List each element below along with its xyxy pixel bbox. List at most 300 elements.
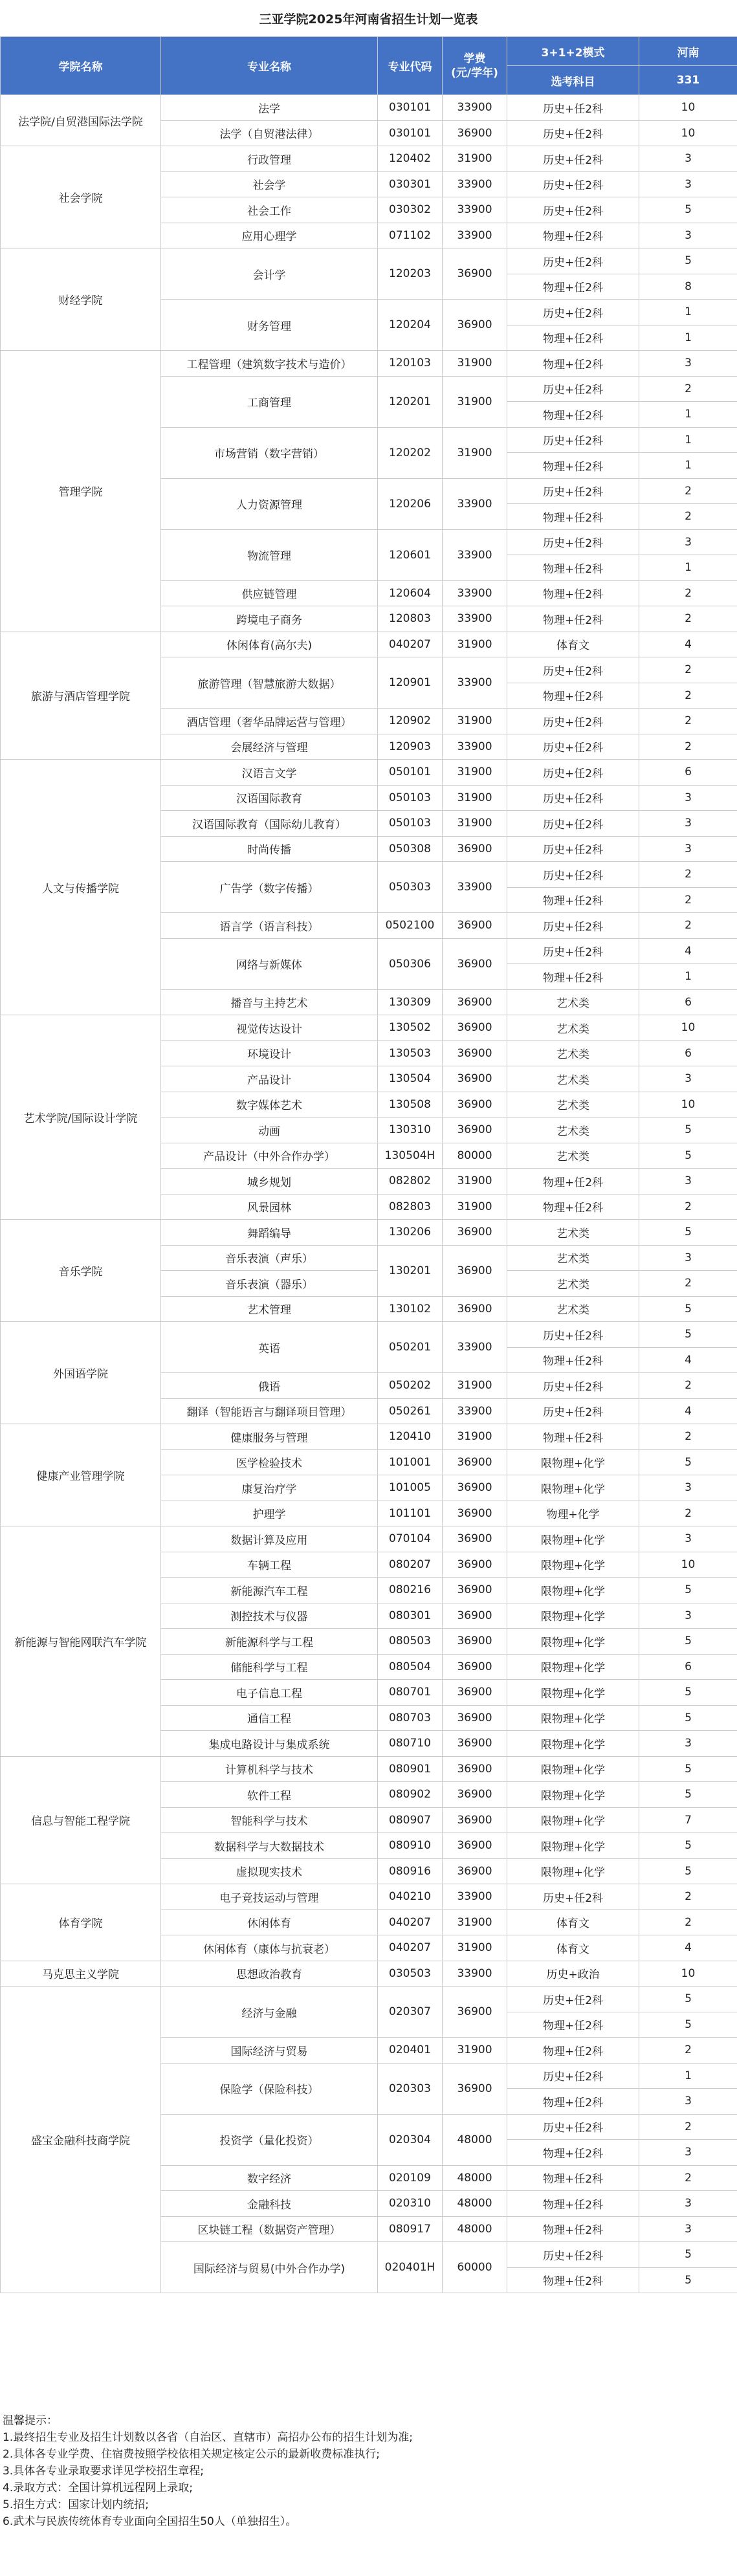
code-cell: 080301 [378, 1603, 443, 1629]
code-cell: 101001 [378, 1449, 443, 1475]
header-province: 河南 [639, 37, 737, 66]
code-cell: 080703 [378, 1705, 443, 1731]
code-cell: 120903 [378, 734, 443, 760]
subject-cell: 限物理+化学 [507, 1449, 639, 1475]
code-cell: 040207 [378, 1935, 443, 1961]
subject-cell: 历史+任2科 [507, 938, 639, 964]
quota-cell: 3 [639, 2089, 737, 2115]
header-total: 331 [639, 66, 737, 95]
fee-cell: 36900 [443, 2063, 507, 2114]
code-cell: 120803 [378, 606, 443, 632]
note-item: 3.具体各专业录取要求详见学校招生章程; [3, 2465, 204, 2478]
college-cell: 体育学院 [1, 1884, 161, 1961]
subject-cell: 历史+任2科 [507, 300, 639, 325]
subject-cell: 艺术类 [507, 1271, 639, 1297]
fee-cell: 31900 [443, 1935, 507, 1961]
quota-cell: 2 [639, 1373, 737, 1399]
quota-cell: 2 [639, 862, 737, 888]
quota-cell: 2 [639, 1884, 737, 1910]
major-cell: 电子竞技运动与管理 [161, 1884, 378, 1910]
subject-cell: 限物理+化学 [507, 1629, 639, 1655]
college-cell: 新能源与智能网联汽车学院 [1, 1526, 161, 1757]
subject-cell: 物理+任2科 [507, 1424, 639, 1450]
header-subject: 选考科目 [507, 66, 639, 95]
subject-cell: 物理+任2科 [507, 453, 639, 479]
table-row [1, 248, 737, 274]
major-cell: 通信工程 [161, 1705, 378, 1731]
fee-cell: 36900 [443, 1782, 507, 1808]
fee-cell: 36900 [443, 1220, 507, 1246]
code-cell: 020304 [378, 2114, 443, 2165]
fee-cell: 36900 [443, 1756, 507, 1782]
subject-cell: 历史+任2科 [507, 197, 639, 223]
code-cell: 030301 [378, 171, 443, 197]
code-cell: 120204 [378, 300, 443, 351]
fee-cell: 36900 [443, 1526, 507, 1552]
major-cell: 会展经济与管理 [161, 734, 378, 760]
major-cell: 动画 [161, 1117, 378, 1143]
subject-cell: 限物理+化学 [507, 1782, 639, 1808]
subject-cell: 历史+任2科 [507, 1987, 639, 2012]
fee-cell: 33900 [443, 223, 507, 248]
quota-cell: 3 [639, 1526, 737, 1552]
code-cell: 050306 [378, 938, 443, 989]
subject-cell: 历史+任2科 [507, 657, 639, 683]
table-row [1, 760, 737, 786]
fee-cell: 36900 [443, 1603, 507, 1629]
quota-cell: 8 [639, 274, 737, 300]
major-cell: 物流管理 [161, 529, 378, 580]
code-cell: 120201 [378, 376, 443, 427]
major-cell: 集成电路设计与集成系统 [161, 1731, 378, 1757]
code-cell: 020109 [378, 2165, 443, 2191]
notes-heading: 温馨提示： [3, 2414, 58, 2427]
code-cell: 080907 [378, 1807, 443, 1833]
code-cell: 050103 [378, 811, 443, 837]
college-cell: 外国语学院 [1, 1322, 161, 1424]
quota-cell: 1 [639, 453, 737, 479]
fee-cell: 48000 [443, 2216, 507, 2242]
table-row [1, 95, 737, 121]
fee-cell: 60000 [443, 2242, 507, 2293]
code-cell: 120901 [378, 657, 443, 709]
code-cell: 080216 [378, 1578, 443, 1603]
quota-cell: 5 [639, 2242, 737, 2268]
code-cell: 040210 [378, 1884, 443, 1910]
subject-cell: 物理+任2科 [507, 2012, 639, 2038]
subject-cell: 艺术类 [507, 1245, 639, 1271]
code-cell: 080701 [378, 1680, 443, 1706]
subject-cell: 艺术类 [507, 1143, 639, 1169]
fee-cell: 36900 [443, 1578, 507, 1603]
subject-cell: 历史+任2科 [507, 1373, 639, 1399]
subject-cell: 历史+政治 [507, 1961, 639, 1987]
subject-cell: 体育文 [507, 1910, 639, 1935]
college-cell: 艺术学院/国际设计学院 [1, 1015, 161, 1220]
quota-cell: 10 [639, 1092, 737, 1117]
quota-cell: 5 [639, 2012, 737, 2038]
fee-cell: 33900 [443, 478, 507, 529]
code-cell: 020303 [378, 2063, 443, 2114]
subject-cell: 物理+任2科 [507, 2140, 639, 2166]
fee-cell: 36900 [443, 1552, 507, 1578]
code-cell: 130309 [378, 989, 443, 1015]
note-item: 4.录取方式：全国计算机远程网上录取; [3, 2482, 193, 2494]
quota-cell: 3 [639, 1245, 737, 1271]
major-cell: 社会学 [161, 171, 378, 197]
subject-cell: 历史+任2科 [507, 427, 639, 453]
major-cell: 法学 [161, 95, 378, 121]
subject-cell: 艺术类 [507, 1296, 639, 1322]
major-cell: 计算机科学与技术 [161, 1756, 378, 1782]
fee-cell: 33900 [443, 862, 507, 913]
fee-cell: 33900 [443, 529, 507, 580]
quota-cell: 1 [639, 325, 737, 351]
code-cell: 040207 [378, 632, 443, 657]
header-major: 专业名称 [161, 37, 378, 95]
subject-cell: 艺术类 [507, 1066, 639, 1092]
quota-cell: 5 [639, 1143, 737, 1169]
subject-cell: 限物理+化学 [507, 1705, 639, 1731]
quota-cell: 3 [639, 836, 737, 862]
major-cell: 金融科技 [161, 2191, 378, 2217]
code-cell: 130102 [378, 1296, 443, 1322]
code-cell: 050261 [378, 1398, 443, 1424]
quota-cell: 2 [639, 887, 737, 913]
table-row [1, 1526, 737, 1552]
subject-cell: 物理+任2科 [507, 1347, 639, 1373]
fee-cell: 36900 [443, 1117, 507, 1143]
major-cell: 软件工程 [161, 1782, 378, 1808]
fee-cell: 36900 [443, 913, 507, 939]
major-cell: 经济与金融 [161, 1987, 378, 2038]
quota-cell: 3 [639, 2191, 737, 2217]
major-cell: 艺术管理 [161, 1296, 378, 1322]
subject-cell: 历史+任2科 [507, 1398, 639, 1424]
major-cell: 休闲体育（康体与抗衰老） [161, 1935, 378, 1961]
subject-cell: 物理+任2科 [507, 2267, 639, 2293]
fee-cell: 31900 [443, 146, 507, 172]
subject-cell: 历史+任2科 [507, 1322, 639, 1348]
subject-cell: 限物理+化学 [507, 1731, 639, 1757]
quota-cell: 1 [639, 300, 737, 325]
header-college: 学院名称 [1, 37, 161, 95]
major-cell: 保险学（保险科技） [161, 2063, 378, 2114]
fee-cell: 31900 [443, 760, 507, 786]
code-cell: 130502 [378, 1015, 443, 1041]
major-cell: 数字经济 [161, 2165, 378, 2191]
quota-cell: 2 [639, 1194, 737, 1220]
quota-cell: 4 [639, 938, 737, 964]
subject-cell: 历史+任2科 [507, 913, 639, 939]
fee-cell: 36900 [443, 1296, 507, 1322]
major-cell: 汉语国际教育 [161, 785, 378, 811]
subject-cell: 历史+任2科 [507, 760, 639, 786]
code-cell: 120604 [378, 580, 443, 606]
subject-cell: 限物理+化学 [507, 1680, 639, 1706]
major-cell: 社会工作 [161, 197, 378, 223]
major-cell: 工商管理 [161, 376, 378, 427]
table-row [1, 1756, 737, 1782]
table-row [1, 1015, 737, 1041]
code-cell: 050202 [378, 1373, 443, 1399]
code-cell: 130508 [378, 1092, 443, 1117]
major-cell: 旅游管理（智慧旅游大数据） [161, 657, 378, 709]
fee-cell: 33900 [443, 197, 507, 223]
code-cell: 130504H [378, 1143, 443, 1169]
subject-cell: 艺术类 [507, 1040, 639, 1066]
major-cell: 思想政治教育 [161, 1961, 378, 1987]
major-cell: 数据科学与大数据技术 [161, 1833, 378, 1859]
subject-cell: 艺术类 [507, 1220, 639, 1246]
quota-cell: 5 [639, 197, 737, 223]
major-cell: 数据计算及应用 [161, 1526, 378, 1552]
major-cell: 供应链管理 [161, 580, 378, 606]
major-cell: 新能源汽车工程 [161, 1578, 378, 1603]
note-item: 1.最终招生专业及招生计划数以各省（自治区、直辖市）高招办公布的招生计划为准; [3, 2431, 413, 2444]
major-cell: 休闲体育 [161, 1910, 378, 1935]
quota-cell: 5 [639, 1680, 737, 1706]
quota-cell: 5 [639, 1705, 737, 1731]
fee-cell: 31900 [443, 709, 507, 734]
code-cell: 080504 [378, 1654, 443, 1680]
subject-cell: 历史+任2科 [507, 811, 639, 837]
subject-cell: 物理+化学 [507, 1501, 639, 1526]
header-code: 专业代码 [378, 37, 443, 95]
code-cell: 101005 [378, 1475, 443, 1501]
quota-cell: 2 [639, 478, 737, 504]
major-cell: 环境设计 [161, 1040, 378, 1066]
code-cell: 080916 [378, 1858, 443, 1884]
fee-cell: 36900 [443, 1858, 507, 1884]
quota-cell: 5 [639, 1858, 737, 1884]
quota-cell: 3 [639, 146, 737, 172]
quota-cell: 6 [639, 1654, 737, 1680]
code-cell: 130201 [378, 1245, 443, 1296]
quota-cell: 1 [639, 555, 737, 581]
code-cell: 040207 [378, 1910, 443, 1935]
fee-cell: 36900 [443, 836, 507, 862]
major-cell: 播音与主持艺术 [161, 989, 378, 1015]
subject-cell: 历史+任2科 [507, 2063, 639, 2089]
quota-cell: 2 [639, 2114, 737, 2140]
major-cell: 网络与新媒体 [161, 938, 378, 989]
subject-cell: 艺术类 [507, 1015, 639, 1041]
code-cell: 120402 [378, 146, 443, 172]
fee-cell: 31900 [443, 632, 507, 657]
fee-cell: 36900 [443, 1833, 507, 1859]
subject-cell: 历史+任2科 [507, 862, 639, 888]
major-cell: 汉语国际教育（国际幼儿教育） [161, 811, 378, 837]
code-cell: 080917 [378, 2216, 443, 2242]
subject-cell: 历史+任2科 [507, 376, 639, 402]
fee-cell: 36900 [443, 1245, 507, 1296]
subject-cell: 限物理+化学 [507, 1756, 639, 1782]
code-cell: 101101 [378, 1501, 443, 1526]
fee-cell: 36900 [443, 1654, 507, 1680]
subject-cell: 物理+任2科 [507, 274, 639, 300]
fee-cell: 36900 [443, 300, 507, 351]
fee-cell: 36900 [443, 1066, 507, 1092]
page-title: 三亚学院2025年河南省招生计划一览表 [259, 12, 478, 27]
fee-cell: 36900 [443, 1705, 507, 1731]
note-item: 2.具体各专业学费、住宿费按照学校依相关规定核定公示的最新收费标准执行; [3, 2448, 380, 2461]
code-cell: 080710 [378, 1731, 443, 1757]
subject-cell: 物理+任2科 [507, 580, 639, 606]
code-cell: 082802 [378, 1169, 443, 1194]
college-cell: 法学院/自贸港国际法学院 [1, 95, 161, 146]
subject-cell: 限物理+化学 [507, 1833, 639, 1859]
major-cell: 广告学（数字传播） [161, 862, 378, 913]
fee-cell: 33900 [443, 1961, 507, 1987]
quota-cell: 6 [639, 760, 737, 786]
fee-cell: 33900 [443, 1884, 507, 1910]
quota-cell: 3 [639, 785, 737, 811]
code-cell: 120902 [378, 709, 443, 734]
subject-cell: 历史+任2科 [507, 248, 639, 274]
fee-cell: 33900 [443, 171, 507, 197]
subject-cell: 限物理+化学 [507, 1475, 639, 1501]
fee-cell: 31900 [443, 811, 507, 837]
quota-cell: 2 [639, 683, 737, 709]
quota-cell: 1 [639, 427, 737, 453]
college-cell: 社会学院 [1, 146, 161, 248]
code-cell: 120206 [378, 478, 443, 529]
quota-cell: 3 [639, 223, 737, 248]
code-cell: 0502100 [378, 913, 443, 939]
quota-cell: 3 [639, 2140, 737, 2166]
major-cell: 医学检验技术 [161, 1449, 378, 1475]
quota-cell: 1 [639, 2063, 737, 2089]
subject-cell: 历史+任2科 [507, 95, 639, 121]
college-cell: 健康产业管理学院 [1, 1424, 161, 1526]
major-cell: 财务管理 [161, 300, 378, 351]
major-cell: 国际经济与贸易(中外合作办学) [161, 2242, 378, 2293]
quota-cell: 6 [639, 1040, 737, 1066]
major-cell: 新能源科学与工程 [161, 1629, 378, 1655]
major-cell: 市场营销（数字营销） [161, 427, 378, 478]
subject-cell: 历史+任2科 [507, 478, 639, 504]
major-cell: 英语 [161, 1322, 378, 1373]
quota-cell: 7 [639, 1807, 737, 1833]
subject-cell: 体育文 [507, 1935, 639, 1961]
header-mode: 3+1+2模式 [507, 37, 639, 66]
quota-cell: 5 [639, 2267, 737, 2293]
quota-cell: 10 [639, 1961, 737, 1987]
quota-cell: 10 [639, 95, 737, 121]
subject-cell: 限物理+化学 [507, 1526, 639, 1552]
subject-cell: 限物理+化学 [507, 1552, 639, 1578]
subject-cell: 艺术类 [507, 1092, 639, 1117]
table-row [1, 1961, 737, 1987]
subject-cell: 物理+任2科 [507, 2216, 639, 2242]
major-cell: 音乐表演（器乐） [161, 1271, 378, 1297]
code-cell: 020307 [378, 1987, 443, 2038]
code-cell: 030503 [378, 1961, 443, 1987]
table-row [1, 632, 737, 657]
quota-cell: 2 [639, 734, 737, 760]
major-cell: 产品设计（中外合作办学） [161, 1143, 378, 1169]
notes-section [3, 2412, 734, 2530]
subject-cell: 物理+任2科 [507, 887, 639, 913]
major-cell: 时尚传播 [161, 836, 378, 862]
fee-cell: 36900 [443, 1092, 507, 1117]
code-cell: 130504 [378, 1066, 443, 1092]
quota-cell: 3 [639, 1066, 737, 1092]
fee-cell: 36900 [443, 1807, 507, 1833]
major-cell: 舞蹈编导 [161, 1220, 378, 1246]
quota-cell: 5 [639, 1220, 737, 1246]
code-cell: 080503 [378, 1629, 443, 1655]
major-cell: 翻译（智能语言与翻译项目管理） [161, 1398, 378, 1424]
fee-cell: 31900 [443, 1424, 507, 1450]
subject-cell: 物理+任2科 [507, 2038, 639, 2064]
subject-cell: 限物理+化学 [507, 1858, 639, 1884]
major-cell: 会计学 [161, 248, 378, 300]
quota-cell: 2 [639, 2165, 737, 2191]
fee-cell: 36900 [443, 1629, 507, 1655]
major-cell: 汉语言文学 [161, 760, 378, 786]
major-cell: 音乐表演（声乐） [161, 1245, 378, 1271]
fee-cell: 31900 [443, 2038, 507, 2064]
fee-cell: 36900 [443, 120, 507, 146]
subject-cell: 历史+任2科 [507, 2114, 639, 2140]
subject-cell: 艺术类 [507, 1117, 639, 1143]
subject-cell: 物理+任2科 [507, 402, 639, 428]
fee-cell: 36900 [443, 1987, 507, 2038]
quota-cell: 5 [639, 1578, 737, 1603]
fee-cell: 31900 [443, 1373, 507, 1399]
quota-cell: 3 [639, 1475, 737, 1501]
subject-cell: 限物理+化学 [507, 1654, 639, 1680]
major-cell: 产品设计 [161, 1066, 378, 1092]
quota-cell: 2 [639, 709, 737, 734]
code-cell: 120202 [378, 427, 443, 478]
subject-cell: 物理+任2科 [507, 2191, 639, 2217]
code-cell: 120601 [378, 529, 443, 580]
college-cell: 管理学院 [1, 351, 161, 632]
table-row [1, 1884, 737, 1910]
fee-cell: 36900 [443, 989, 507, 1015]
quota-cell: 5 [639, 1782, 737, 1808]
quota-cell: 3 [639, 529, 737, 555]
fee-cell: 48000 [443, 2165, 507, 2191]
fee-cell: 31900 [443, 376, 507, 427]
fee-cell: 33900 [443, 580, 507, 606]
subject-cell: 历史+任2科 [507, 709, 639, 734]
code-cell: 020310 [378, 2191, 443, 2217]
major-cell: 虚拟现实技术 [161, 1858, 378, 1884]
code-cell: 120103 [378, 351, 443, 377]
college-cell: 马克思主义学院 [1, 1961, 161, 1987]
major-cell: 视觉传达设计 [161, 1015, 378, 1041]
fee-cell: 33900 [443, 1322, 507, 1373]
fee-cell: 36900 [443, 1015, 507, 1041]
major-cell: 俄语 [161, 1373, 378, 1399]
fee-cell: 33900 [443, 606, 507, 632]
code-cell: 030302 [378, 197, 443, 223]
subject-cell: 物理+任2科 [507, 1169, 639, 1194]
subject-cell: 物理+任2科 [507, 964, 639, 990]
quota-cell: 2 [639, 504, 737, 530]
fee-cell: 36900 [443, 1040, 507, 1066]
fee-cell: 36900 [443, 1475, 507, 1501]
fee-cell: 31900 [443, 785, 507, 811]
subject-cell: 物理+任2科 [507, 351, 639, 377]
subject-cell: 物理+任2科 [507, 606, 639, 632]
enrollment-plan-table [0, 36, 737, 2293]
fee-cell: 36900 [443, 938, 507, 989]
